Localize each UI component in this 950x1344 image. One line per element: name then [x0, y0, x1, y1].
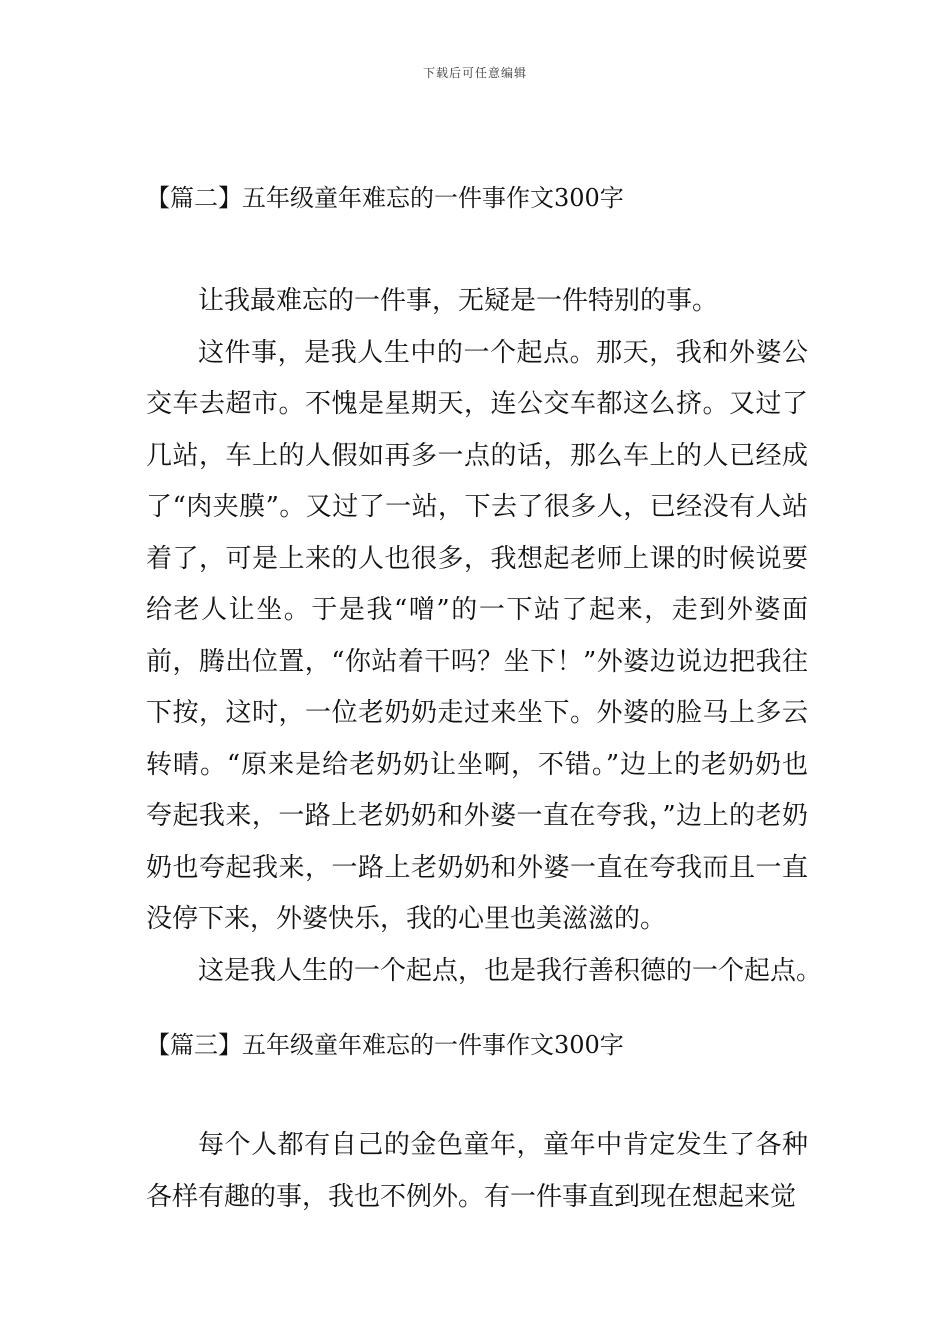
paragraph: 这是我人生的一个起点，也是我行善积德的一个起点。	[198, 955, 823, 986]
header-note: 下载后可任意编辑	[422, 66, 527, 80]
paragraph: 让我最难忘的一件事，无疑是一件特别的事。	[198, 286, 719, 316]
section-title-2: 【篇二】五年级童年难忘的一件事作文300字	[146, 184, 624, 212]
paragraph: 这件事，是我人生中的一个起点。那天，我和外婆公交车去超市。不愧是星期天，连公交车都这么挤。又过了几站，车上的人假如再多一点的话，那么车上的人已经成了“肉夹膜”。又过了一站，下去了很多人，已经没有人站着了，可是上来的人也很多，我想起老师上课的时候说要给老人让坐。于是我“噌”的一下站了起来，走到外婆面前，腾出位置，“你站着干吗？坐下！”外婆边说边把我往下按，这时，一位老奶奶走过来坐下。外婆的脸马上多云转晴。“原来是给老奶奶让坐啊，不错。”边上的老奶奶也夸起我来，一路上老奶奶和外婆一直在夸我，”边上的老奶奶也夸起我来，一路上老奶奶和外婆一直在夸我而且一直没停下来，外婆快乐，我的心里也美滋滋的。	[146, 337, 808, 934]
section-body-2	[146, 276, 823, 997]
section-body-3	[146, 1120, 808, 1223]
paragraph: 每个人都有自己的金色童年，童年中肯定发生了各种各样有趣的事，我也不例外。有一件事直到现在想起来觉	[146, 1130, 808, 1212]
section-title-3: 【篇三】五年级童年难忘的一件事作文300字	[146, 1031, 624, 1059]
